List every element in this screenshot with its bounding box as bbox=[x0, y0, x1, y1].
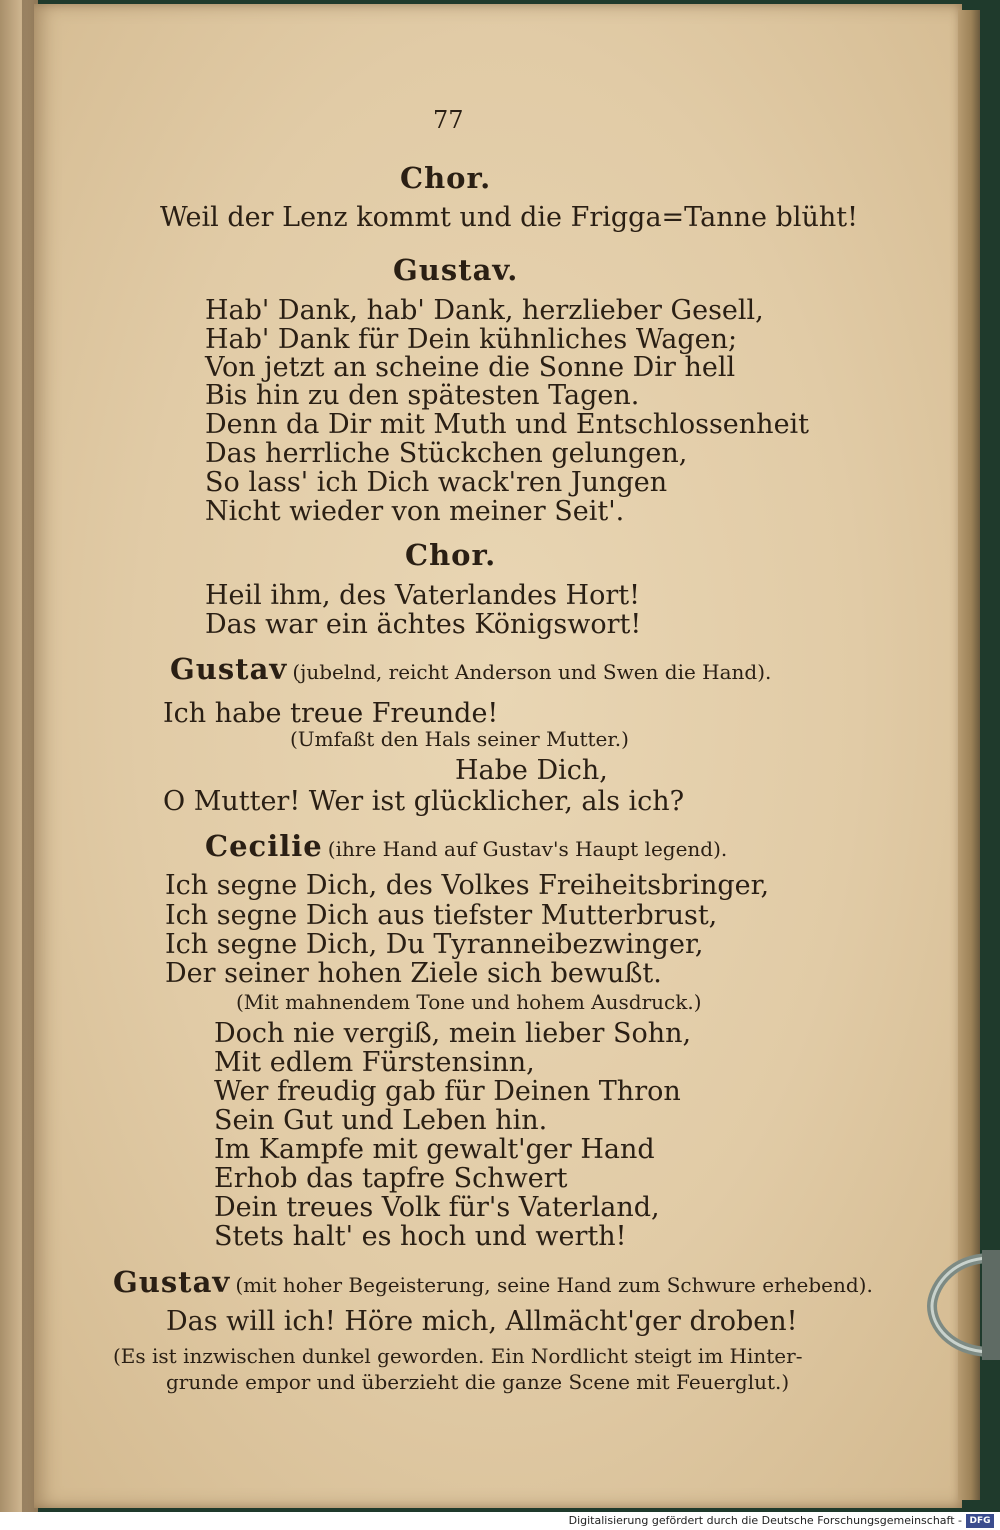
speaker-line-cecilie bbox=[205, 829, 728, 863]
verse-line: Weil der Lenz kommt und die Frigga=Tanne blüht! bbox=[160, 202, 858, 233]
stage-direction: grunde empor und überzieht die ganze Scene mit Feuerglut.) bbox=[166, 1370, 790, 1394]
verse-line: Sein Gut und Leben hin. bbox=[214, 1105, 548, 1136]
dfg-logo: DFG bbox=[966, 1514, 994, 1528]
verse-line: Das herrliche Stückchen gelungen, bbox=[205, 438, 688, 469]
verse-line: Das war ein ächtes Königswort! bbox=[205, 609, 642, 640]
verse-line: Nicht wieder von meiner Seit'. bbox=[205, 496, 625, 527]
speaker-name: Gustav bbox=[170, 652, 288, 686]
verse-line: Ich habe treue Freunde! bbox=[163, 698, 499, 729]
verse-line: Das will ich! Höre mich, Allmächt'ger droben! bbox=[166, 1306, 798, 1337]
verse-line: Von jetzt an scheine die Sonne Dir hell bbox=[205, 352, 736, 383]
stage-direction: (mit hoher Begeisterung, seine Hand zum Schwure erhebend). bbox=[235, 1273, 873, 1297]
verse-line: Wer freudig gab für Deinen Thron bbox=[214, 1076, 681, 1107]
speaker-heading-chor-1: Chor. bbox=[400, 161, 492, 195]
speaker-heading-gustav-1: Gustav. bbox=[393, 253, 519, 287]
verse-line: Hab' Dank, hab' Dank, herzlieber Gesell, bbox=[205, 295, 764, 326]
verse-line: Ich segne Dich, des Volkes Freiheitsbringer, bbox=[165, 870, 770, 901]
verse-line: Ich segne Dich aus tiefster Mutterbrust, bbox=[165, 900, 718, 931]
verse-line: Im Kampfe mit gewalt'ger Hand bbox=[214, 1134, 655, 1165]
verse-line: Dein treues Volk für's Vaterland, bbox=[214, 1192, 660, 1223]
verse-line: Habe Dich, bbox=[455, 755, 608, 786]
speaker-heading-chor-2: Chor. bbox=[405, 538, 497, 572]
speaker-line-gustav-2 bbox=[170, 652, 772, 686]
stage-direction: (jubelnd, reicht Anderson und Swen die Hand). bbox=[292, 660, 772, 684]
verse-line: Bis hin zu den spätesten Tagen. bbox=[205, 380, 640, 411]
footer-credit: Digitalisierung gefördert durch die Deutsche Forschungsgemeinschaft - bbox=[568, 1514, 962, 1527]
verse-line: Doch nie vergiß, mein lieber Sohn, bbox=[214, 1018, 692, 1049]
footer-bar bbox=[0, 1512, 1000, 1530]
verse-line: Ich segne Dich, Du Tyranneibezwinger, bbox=[165, 929, 704, 960]
stage-direction: (Mit mahnendem Tone und hohem Ausdruck.) bbox=[236, 990, 702, 1014]
verse-line: Der seiner hohen Ziele sich bewußt. bbox=[165, 958, 662, 989]
speaker-line-gustav-3 bbox=[113, 1265, 873, 1299]
speaker-name: Cecilie bbox=[205, 829, 323, 863]
verse-line: Erhob das tapfre Schwert bbox=[214, 1163, 568, 1194]
stage-direction: (Es ist inzwischen dunkel geworden. Ein Nordlicht steigt im Hinter- bbox=[113, 1344, 803, 1368]
verse-line: Mit edlem Fürstensinn, bbox=[214, 1047, 535, 1078]
verse-line: So lass' ich Dich wack'ren Jungen bbox=[205, 467, 668, 498]
stage-direction: (Umfaßt den Hals seiner Mutter.) bbox=[290, 727, 629, 751]
stage-direction: (ihre Hand auf Gustav's Haupt legend). bbox=[327, 837, 728, 861]
verse-line: Heil ihm, des Vaterlandes Hort! bbox=[205, 580, 640, 611]
speaker-name: Gustav bbox=[113, 1265, 231, 1299]
verse-line: Hab' Dank für Dein kühnliches Wagen; bbox=[205, 324, 738, 355]
verse-line: Denn da Dir mit Muth und Entschlossenheit bbox=[205, 409, 810, 440]
verse-line: Stets halt' es hoch und werth! bbox=[214, 1221, 627, 1252]
page-number: 77 bbox=[433, 106, 464, 134]
verse-line: O Mutter! Wer ist glücklicher, als ich? bbox=[163, 786, 685, 817]
